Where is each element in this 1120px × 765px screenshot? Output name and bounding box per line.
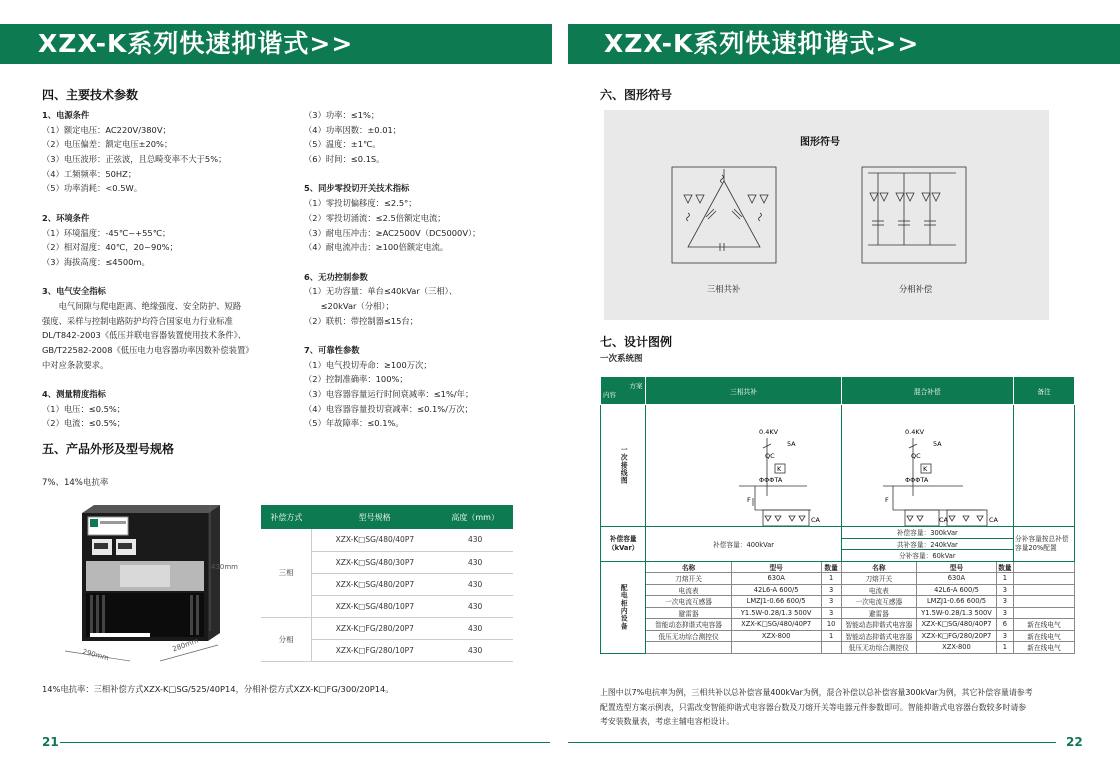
section-7-title: 七、设计图例 [600, 335, 673, 349]
col2-line: （5）年故障率：≤0.1%。 [304, 418, 404, 429]
equip-cell [821, 642, 841, 654]
equip-cell: 630A [917, 573, 997, 585]
dim-depth: 280mm [171, 636, 200, 654]
equip-cell: LMZJ1-0.66 600/5 [731, 596, 821, 608]
col2-line: （2）联机：带控制器≤15台； [304, 315, 419, 326]
spec-height: 430 [437, 529, 513, 551]
wd1-f: F [747, 495, 752, 504]
col2-line: （4）耐电流冲击：≥100倍额定电流。 [304, 242, 449, 253]
col2-line: ≤20kVar（分相）； [304, 300, 394, 311]
equip-row [601, 584, 1075, 596]
col2-line: 5、同步零投切开关技术指标 [304, 183, 410, 194]
equip-row [601, 642, 1075, 654]
spec-height: 430 [437, 639, 513, 661]
equip-cell [731, 642, 821, 654]
symbol-panel-title: 图形符号 [800, 137, 840, 148]
model-spec-table [261, 505, 513, 662]
equip-cell: 一次电流互感器 [646, 596, 731, 608]
col1-line: 2、环境条件 [42, 212, 90, 223]
col2-line: （2）控制准确率：100%； [304, 374, 408, 385]
cap-mixed-common: 共补容量：240kVar [841, 538, 1013, 550]
spec-row [261, 617, 513, 639]
equip-header: 数量 [821, 561, 841, 573]
tbl-plan-label: 方案 [629, 381, 643, 390]
equip-cell: 1 [996, 573, 1013, 585]
col2-line: 6、无功控制参数 [304, 271, 368, 282]
col1-line: 中对应条款要求。 [42, 359, 109, 370]
wiring-three-phase-cell [646, 405, 841, 527]
dim-width: 290mm [81, 647, 110, 663]
wd1-k: K [777, 464, 782, 473]
page-header-right: XZX-K系列快速抑谐式>> [568, 24, 1120, 64]
equip-row [601, 619, 1075, 631]
col1-line: （4）工频频率：50HZ； [42, 168, 137, 179]
col2-line [304, 255, 480, 270]
equip-cell: 避雷器 [646, 607, 731, 619]
equip-cell: XZX-K□FG/280/20P7 [917, 630, 997, 642]
equip-cell: 3 [821, 596, 841, 608]
equip-cell: 10 [821, 619, 841, 631]
equip-cell: 3 [821, 607, 841, 619]
primary-diagram-title: 一次系统图 [600, 354, 643, 364]
equip-cell: 电流表 [841, 584, 917, 596]
equip-cell: 3 [996, 596, 1013, 608]
cap-row-label: 补偿容量（kVar） [601, 527, 646, 562]
wd1-ca: CA [811, 515, 821, 524]
equip-cell: XZX-800 [731, 630, 821, 642]
col1-line: GB/T22582-2008《低压电力电容器功率因数补偿装置》 [42, 345, 254, 355]
equip-cell: 智能动态抑谐式电容器 [841, 619, 917, 631]
equip-header-note [1014, 561, 1075, 573]
col1-line [42, 196, 254, 211]
col2-line [304, 167, 480, 182]
wiring-diagram-three-phase [647, 406, 833, 526]
design-example-table [600, 376, 1075, 654]
equip-cell: 42L6-A 600/5 [731, 584, 821, 596]
equip-cell: 630A [731, 573, 821, 585]
design-note-line-2: 配置选型方案示例表，只需改变智能抑谐式电容器台数及刀熔开关等电器元件参数即可。智能抑谐式电容器台数较多时请参 [600, 702, 1027, 712]
equip-cell: 3 [821, 584, 841, 596]
equip-row [601, 630, 1075, 642]
dim-height: 430mm [211, 563, 238, 571]
equip-cell [1014, 607, 1075, 619]
col1-line: 电气间隙与爬电距离、绝缘强度、安全防护、短路 [42, 300, 242, 311]
label-split-phase: 分相补偿 [899, 284, 933, 294]
equip-cell [646, 642, 731, 654]
footer-rule-left [60, 742, 550, 743]
col1-line [42, 372, 254, 387]
cap-mixed-total: 补偿容量：300kVar [841, 527, 1013, 539]
footer-rule-right [568, 742, 1056, 743]
wd2-current: 5A [932, 439, 942, 448]
spec-height: 430 [437, 617, 513, 639]
section-5-title: 五、产品外形及型号规格 [42, 442, 175, 456]
equip-cell [1014, 573, 1075, 585]
equip-cell: 6 [996, 619, 1013, 631]
equip-cell: 智能动态抑谐式电容器 [841, 630, 917, 642]
note-14pct: 14%电抗率：三相补偿方式XZX-K□SG/525/40P14，分相补偿方式XZX-K□FG/300/20P14。 [42, 684, 394, 694]
equip-cell: 3 [996, 607, 1013, 619]
equip-cell: XZX-K□SG/480/40P7 [917, 619, 997, 631]
spec-height: 430 [437, 551, 513, 573]
equip-header: 型号 [731, 561, 821, 573]
product-cabinet-image [60, 495, 260, 665]
spec-header-model: 型号规格 [312, 505, 438, 529]
equip-header: 名称 [646, 561, 731, 573]
tech-params-col1 [42, 108, 254, 431]
equip-row-label: 配电柜内设备 [619, 583, 628, 631]
equip-cell: Y1.5W-0.28/1.3 500V [731, 607, 821, 619]
col2-line: （1）零投切偏移度：≤2.5°； [304, 198, 417, 209]
col1-line: DL/T842-2003《低压并联电容器装置使用技术条件》、 [42, 330, 247, 341]
tbl-corner [601, 377, 646, 405]
equip-cell: 新在线电气 [1014, 642, 1075, 654]
equip-cell: 低压无功综合测控仪 [841, 642, 917, 654]
wd2-qc: QC [910, 451, 921, 460]
three-phase-symbol [670, 165, 780, 265]
wd2-ca1: CA [938, 515, 948, 524]
col2-line: 7、可靠性参数 [304, 345, 360, 355]
col1-line: （5）功率消耗：<0.5W。 [42, 183, 143, 194]
equip-cell: Y1.5W-0.28/1.3 500V [917, 607, 997, 619]
col1-line: （3）海拔高度：≤4500m。 [42, 256, 150, 267]
col1-line: （2）相对湿度：40℃，20~90%； [42, 242, 178, 253]
wiring-mixed-cell [841, 405, 1013, 527]
col1-line: 1、电源条件 [42, 110, 90, 120]
col1-line: 3、电气安全指标 [42, 286, 106, 297]
spec-model: XZX-K□FG/280/10P7 [312, 639, 438, 661]
wiring-note-cell [1014, 405, 1075, 527]
col1-line: （1）额定电压：AC220V/380V； [42, 124, 171, 135]
split-phase-symbol [860, 165, 970, 265]
equip-cell: 42L6-A 600/5 [917, 584, 997, 596]
spec-model: XZX-K□SG/480/20P7 [312, 573, 438, 595]
equip-cell: 智能动态抑谐式电容器 [646, 619, 731, 631]
spec-model: XZX-K□SG/480/10P7 [312, 595, 438, 617]
cap-mixed-split: 分补容量：60kVar [841, 550, 1013, 562]
spec-mode: 三相 [261, 529, 312, 617]
reactor-rate-label: 7%、14%电抗率 [42, 478, 109, 488]
equip-cell: 新在线电气 [1014, 619, 1075, 631]
design-note-line-3: 考安装数量表，考虑主辅电容柜设计。 [600, 717, 735, 727]
equip-cell: 1 [821, 573, 841, 585]
spec-header-mode: 补偿方式 [261, 505, 312, 529]
tbl-col-note: 备注 [1014, 377, 1075, 405]
spec-row [261, 529, 513, 551]
col2-line: （3）电容器容量运行时间衰减率：≤1%/年； [304, 389, 474, 400]
col2-line: （3）耐电压冲击：≥AC2500V（DC5000V）； [304, 227, 481, 238]
col1-line [42, 270, 254, 285]
page-number-right: 22 [1066, 735, 1083, 749]
wd1-voltage: 0.4KV [759, 427, 779, 436]
equip-row [601, 573, 1075, 585]
col1-line: （1）电压：≤0.5%； [42, 403, 126, 414]
col2-line: （4）功率因数：±0.01； [304, 124, 402, 135]
wd2-ca2: CA [988, 515, 998, 524]
spec-model: XZX-K□FG/280/20P7 [312, 617, 438, 639]
col2-line: （5）温度：±1℃。 [304, 139, 381, 150]
equip-header: 数量 [996, 561, 1013, 573]
tbl-col-mixed: 混合补偿 [841, 377, 1013, 405]
spec-height: 430 [437, 573, 513, 595]
wd1-current: 5A [787, 439, 797, 448]
equip-cell: 避雷器 [841, 607, 917, 619]
col2-line: （1）无功容量：单台≤40kVar（三相）、 [304, 286, 458, 297]
wd2-ta: ΦΦΦTA [904, 475, 928, 484]
col2-line: （4）电容器容量投切衰减率：≤0.1%/万次； [304, 403, 473, 414]
equip-cell: 一次电流互感器 [841, 596, 917, 608]
wiring-row-label: 一次接线图 [619, 446, 628, 485]
cap-three-phase: 补偿容量：400kVar [646, 527, 841, 562]
col1-line: 强度、采样与控制电路防护均符合国家电力行业标准 [42, 315, 233, 326]
equip-cell: XZX-K□SG/480/40P7 [731, 619, 821, 631]
equip-cell: 1 [821, 630, 841, 642]
spec-model: XZX-K□SG/480/40P7 [312, 529, 438, 551]
spec-header-height: 高度（mm） [437, 505, 513, 529]
col1-line: （1）环境温度：-45℃~+55℃； [42, 227, 171, 238]
spec-height: 430 [437, 595, 513, 617]
tbl-col-three-phase: 三相共补 [646, 377, 841, 405]
equip-header: 名称 [841, 561, 917, 573]
design-note-line-1: 上图中以7%电抗率为例，三相共补以总补偿容量400kVar为例，混合补偿以总补偿容量300kVar为例，其它补偿容量请参考 [600, 688, 1033, 697]
wd1-ta: ΦΦΦTA [759, 475, 783, 484]
section-4-title: 四、主要技术参数 [42, 88, 139, 102]
equip-cell: 刀熔开关 [841, 573, 917, 585]
equip-cell: 低压无功综合测控仪 [646, 630, 731, 642]
page-number-left: 21 [42, 735, 59, 749]
spec-model: XZX-K□SG/480/30P7 [312, 551, 438, 573]
wd1-qc: QC [765, 451, 776, 460]
wd2-f: F [884, 495, 889, 504]
equip-row [601, 596, 1075, 608]
equip-cell: 电流表 [646, 584, 731, 596]
equip-row [601, 607, 1075, 619]
equip-cell: 3 [996, 630, 1013, 642]
equip-cell: 新在线电气 [1014, 630, 1075, 642]
equip-cell: LMZJ1-0.66 600/5 [917, 596, 997, 608]
section-6-title: 六、图形符号 [600, 88, 673, 102]
col2-line: （1）电气投切寿命：≥100万次； [304, 359, 432, 370]
design-note [600, 686, 1033, 730]
col1-line: （3）电压波形：正弦波，且总畸变率不大于5%； [42, 154, 227, 165]
col1-line: 4、测量精度指标 [42, 389, 106, 400]
tbl-content-label: 内容 [603, 390, 616, 399]
equip-cell: 3 [996, 584, 1013, 596]
label-three-phase: 三相共补 [707, 284, 741, 294]
wiring-diagram-mixed [843, 406, 1007, 526]
equip-cell: 刀熔开关 [646, 573, 731, 585]
col2-line: （6）时间：≤0.1S。 [304, 154, 385, 165]
cap-note: 分补容量按总补偿容量20%配置 [1014, 527, 1075, 562]
col2-line: （3）功率：≤1%； [304, 110, 380, 120]
equip-cell [1014, 596, 1075, 608]
symbol-panel [604, 110, 1049, 320]
col2-line [304, 328, 480, 343]
col2-line: （2）零投切涌流：≤2.5倍额定电流； [304, 212, 446, 223]
spec-mode: 分相 [261, 617, 312, 661]
wd2-k: K [922, 464, 927, 473]
tech-params-col2 [304, 108, 480, 431]
col1-line: （2）电流：≤0.5%； [42, 418, 126, 429]
equip-cell [1014, 584, 1075, 596]
equip-cell: 1 [996, 642, 1013, 654]
wd2-voltage: 0.4KV [904, 427, 924, 436]
col1-line: （2）电压偏差：额定电压±20%； [42, 139, 173, 150]
equip-header: 型号 [917, 561, 997, 573]
equip-cell: XZX-800 [917, 642, 997, 654]
page-header-left: XZX-K系列快速抑谐式>> [0, 24, 552, 64]
